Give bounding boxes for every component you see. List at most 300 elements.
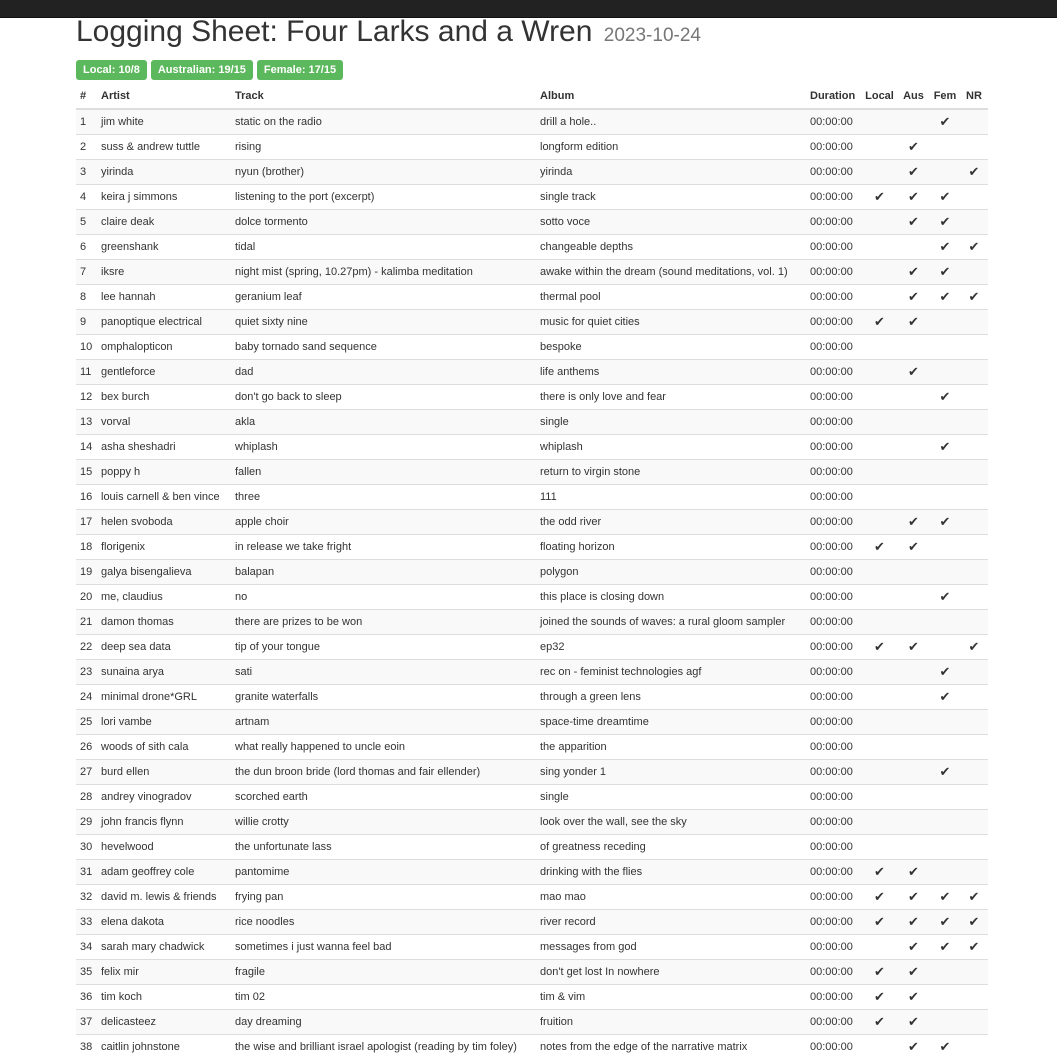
- cell-track: dad: [231, 360, 536, 385]
- cell-aus: [897, 710, 930, 735]
- cell-duration: 00:00:00: [806, 260, 862, 285]
- cell-num: 32: [76, 885, 97, 910]
- table-row: [76, 710, 988, 735]
- table-row: [76, 560, 988, 585]
- cell-num: 4: [76, 185, 97, 210]
- cell-num: 8: [76, 285, 97, 310]
- checkmark-icon: ✔: [940, 889, 951, 904]
- table-row: [76, 935, 988, 960]
- cell-duration: 00:00:00: [806, 510, 862, 535]
- table-row: [76, 660, 988, 685]
- cell-artist: caitlin johnstone: [97, 1035, 231, 1059]
- cell-duration: 00:00:00: [806, 585, 862, 610]
- cell-fem: [930, 760, 960, 785]
- cell-aus: [897, 510, 930, 535]
- cell-album: river record: [536, 910, 806, 935]
- cell-local: [862, 835, 897, 860]
- cell-local: [862, 360, 897, 385]
- cell-album: drill a hole..: [536, 109, 806, 135]
- cell-track: static on the radio: [231, 109, 536, 135]
- cell-duration: 00:00:00: [806, 710, 862, 735]
- cell-duration: 00:00:00: [806, 560, 862, 585]
- checkmark-icon: ✔: [908, 264, 919, 279]
- cell-fem: [930, 585, 960, 610]
- cell-track: listening to the port (excerpt): [231, 185, 536, 210]
- cell-track: tip of your tongue: [231, 635, 536, 660]
- checkmark-icon: ✔: [908, 939, 919, 954]
- checkmark-icon: ✔: [940, 239, 951, 254]
- cell-track: rising: [231, 135, 536, 160]
- cell-aus: [897, 735, 930, 760]
- cell-album: awake within the dream (sound meditations, vol. 1): [536, 260, 806, 285]
- cell-album: the apparition: [536, 735, 806, 760]
- checkmark-icon: ✔: [940, 589, 951, 604]
- cell-album: bespoke: [536, 335, 806, 360]
- cell-nr: [960, 985, 988, 1010]
- cell-local: [862, 935, 897, 960]
- cell-duration: 00:00:00: [806, 335, 862, 360]
- cell-num: 31: [76, 860, 97, 885]
- table-row: [76, 485, 988, 510]
- cell-track: tidal: [231, 235, 536, 260]
- cell-nr: [960, 210, 988, 235]
- cell-fem: [930, 785, 960, 810]
- cell-nr: [960, 410, 988, 435]
- checkmark-icon: ✔: [940, 189, 951, 204]
- cell-track: don't go back to sleep: [231, 385, 536, 410]
- cell-album: mao mao: [536, 885, 806, 910]
- cell-nr: [960, 109, 988, 135]
- cell-track: artnam: [231, 710, 536, 735]
- checkmark-icon: ✔: [969, 639, 980, 654]
- cell-nr: [960, 835, 988, 860]
- checkmark-icon: ✔: [908, 914, 919, 929]
- cell-artist: panoptique electrical: [97, 310, 231, 335]
- cell-local: [862, 810, 897, 835]
- checkmark-icon: ✔: [874, 314, 885, 329]
- cell-artist: adam geoffrey cole: [97, 860, 231, 885]
- table-row: [76, 460, 988, 485]
- cell-album: single track: [536, 185, 806, 210]
- cell-duration: 00:00:00: [806, 285, 862, 310]
- cell-fem: [930, 910, 960, 935]
- cell-local: [862, 735, 897, 760]
- cell-album: don't get lost In nowhere: [536, 960, 806, 985]
- cell-album: whiplash: [536, 435, 806, 460]
- cell-num: 26: [76, 735, 97, 760]
- cell-track: fragile: [231, 960, 536, 985]
- cell-fem: [930, 410, 960, 435]
- page-title: [76, 17, 988, 51]
- checkmark-icon: ✔: [874, 914, 885, 929]
- cell-aus: [897, 810, 930, 835]
- cell-aus: [897, 135, 930, 160]
- table-row: [76, 210, 988, 235]
- cell-local: [862, 260, 897, 285]
- cell-aus: [897, 785, 930, 810]
- cell-aus: [897, 260, 930, 285]
- table-row: [76, 760, 988, 785]
- cell-local: [862, 660, 897, 685]
- cell-artist: david m. lewis & friends: [97, 885, 231, 910]
- cell-num: 21: [76, 610, 97, 635]
- cell-track: willie crotty: [231, 810, 536, 835]
- table-row: [76, 585, 988, 610]
- col-header-local: Local: [862, 84, 897, 109]
- cell-track: granite waterfalls: [231, 685, 536, 710]
- cell-nr: [960, 185, 988, 210]
- cell-nr: [960, 735, 988, 760]
- cell-track: night mist (spring, 10.27pm) - kalimba meditation: [231, 260, 536, 285]
- cell-fem: [930, 109, 960, 135]
- cell-album: the odd river: [536, 510, 806, 535]
- cell-fem: [930, 660, 960, 685]
- cell-track: balapan: [231, 560, 536, 585]
- cell-duration: 00:00:00: [806, 310, 862, 335]
- cell-aus: [897, 435, 930, 460]
- col-header-artist: Artist: [97, 84, 231, 109]
- cell-nr: [960, 360, 988, 385]
- checkmark-icon: ✔: [940, 1039, 951, 1054]
- cell-duration: 00:00:00: [806, 360, 862, 385]
- checkmark-icon: ✔: [940, 289, 951, 304]
- col-header-album: Album: [536, 84, 806, 109]
- table-row: [76, 160, 988, 185]
- cell-num: 20: [76, 585, 97, 610]
- cell-num: 19: [76, 560, 97, 585]
- cell-nr: [960, 1035, 988, 1059]
- checkmark-icon: ✔: [940, 689, 951, 704]
- col-header-aus: Aus: [897, 84, 930, 109]
- cell-artist: damon thomas: [97, 610, 231, 635]
- table-row: [76, 635, 988, 660]
- cell-album: sotto voce: [536, 210, 806, 235]
- cell-num: 2: [76, 135, 97, 160]
- cell-nr: [960, 460, 988, 485]
- cell-num: 11: [76, 360, 97, 385]
- cell-aus: [897, 385, 930, 410]
- cell-fem: [930, 385, 960, 410]
- cell-local: [862, 610, 897, 635]
- cell-local: [862, 960, 897, 985]
- checkmark-icon: ✔: [969, 939, 980, 954]
- checkmark-icon: ✔: [940, 914, 951, 929]
- cell-aus: [897, 585, 930, 610]
- checkmark-icon: ✔: [908, 314, 919, 329]
- cell-fem: [930, 885, 960, 910]
- cell-aus: [897, 310, 930, 335]
- col-header-num: #: [76, 84, 97, 109]
- cell-local: [862, 985, 897, 1010]
- checkmark-icon: ✔: [874, 864, 885, 879]
- cell-nr: [960, 235, 988, 260]
- cell-artist: elena dakota: [97, 910, 231, 935]
- cell-fem: [930, 535, 960, 560]
- cell-fem: [930, 810, 960, 835]
- cell-duration: 00:00:00: [806, 185, 862, 210]
- table-header-row: [76, 84, 988, 109]
- cell-num: 22: [76, 635, 97, 660]
- cell-track: the dun broon bride (lord thomas and fair ellender): [231, 760, 536, 785]
- cell-artist: tim koch: [97, 985, 231, 1010]
- cell-track: akla: [231, 410, 536, 435]
- cell-album: messages from god: [536, 935, 806, 960]
- cell-num: 35: [76, 960, 97, 985]
- cell-nr: [960, 160, 988, 185]
- cell-duration: 00:00:00: [806, 135, 862, 160]
- checkmark-icon: ✔: [940, 389, 951, 404]
- checkmark-icon: ✔: [969, 239, 980, 254]
- cell-duration: 00:00:00: [806, 485, 862, 510]
- cell-nr: [960, 560, 988, 585]
- cell-local: [862, 135, 897, 160]
- cell-local: [862, 235, 897, 260]
- table-body: [76, 109, 988, 1059]
- table-row: [76, 285, 988, 310]
- table-row: [76, 385, 988, 410]
- cell-num: 6: [76, 235, 97, 260]
- cell-duration: 00:00:00: [806, 210, 862, 235]
- cell-aus: [897, 410, 930, 435]
- cell-track: tim 02: [231, 985, 536, 1010]
- cell-album: yirinda: [536, 160, 806, 185]
- cell-artist: greenshank: [97, 235, 231, 260]
- cell-num: 13: [76, 410, 97, 435]
- cell-album: through a green lens: [536, 685, 806, 710]
- cell-num: 33: [76, 910, 97, 935]
- cell-num: 36: [76, 985, 97, 1010]
- cell-nr: [960, 535, 988, 560]
- cell-track: frying pan: [231, 885, 536, 910]
- cell-fem: [930, 485, 960, 510]
- cell-num: 15: [76, 460, 97, 485]
- cell-duration: 00:00:00: [806, 810, 862, 835]
- cell-duration: 00:00:00: [806, 385, 862, 410]
- cell-num: 10: [76, 335, 97, 360]
- cell-artist: helen svoboda: [97, 510, 231, 535]
- cell-num: 3: [76, 160, 97, 185]
- cell-artist: lori vambe: [97, 710, 231, 735]
- cell-nr: [960, 610, 988, 635]
- cell-aus: [897, 660, 930, 685]
- checkmark-icon: ✔: [908, 514, 919, 529]
- cell-artist: woods of sith cala: [97, 735, 231, 760]
- cell-album: tim & vim: [536, 985, 806, 1010]
- page-date: 2023-10-24: [604, 25, 701, 46]
- cell-fem: [930, 860, 960, 885]
- checkmark-icon: ✔: [940, 764, 951, 779]
- cell-fem: [930, 285, 960, 310]
- cell-duration: 00:00:00: [806, 109, 862, 135]
- cell-artist: delicasteez: [97, 1010, 231, 1035]
- cell-local: [862, 760, 897, 785]
- title-text: Logging Sheet: Four Larks and a Wren: [76, 15, 592, 48]
- cell-track: geranium leaf: [231, 285, 536, 310]
- cell-nr: [960, 585, 988, 610]
- cell-local: [862, 1010, 897, 1035]
- checkmark-icon: ✔: [874, 964, 885, 979]
- cell-fem: [930, 635, 960, 660]
- cell-local: [862, 335, 897, 360]
- cell-duration: 00:00:00: [806, 660, 862, 685]
- cell-track: sati: [231, 660, 536, 685]
- cell-artist: burd ellen: [97, 760, 231, 785]
- cell-album: rec on - feminist technologies agf: [536, 660, 806, 685]
- table-row: [76, 510, 988, 535]
- cell-num: 9: [76, 310, 97, 335]
- table-row: [76, 810, 988, 835]
- cell-artist: lee hannah: [97, 285, 231, 310]
- cell-fem: [930, 1035, 960, 1059]
- checkmark-icon: ✔: [908, 539, 919, 554]
- cell-album: thermal pool: [536, 285, 806, 310]
- cell-fem: [930, 510, 960, 535]
- cell-track: sometimes i just wanna feel bad: [231, 935, 536, 960]
- cell-album: 111: [536, 485, 806, 510]
- cell-aus: [897, 360, 930, 385]
- cell-artist: felix mir: [97, 960, 231, 985]
- cell-album: single: [536, 785, 806, 810]
- cell-nr: [960, 685, 988, 710]
- cell-num: 14: [76, 435, 97, 460]
- checkmark-icon: ✔: [874, 539, 885, 554]
- table-row: [76, 109, 988, 135]
- cell-aus: [897, 235, 930, 260]
- cell-artist: minimal drone*GRL: [97, 685, 231, 710]
- cell-album: of greatness receding: [536, 835, 806, 860]
- cell-album: ep32: [536, 635, 806, 660]
- cell-num: 1: [76, 109, 97, 135]
- cell-fem: [930, 610, 960, 635]
- checkmark-icon: ✔: [940, 664, 951, 679]
- cell-aus: [897, 960, 930, 985]
- checkmark-icon: ✔: [874, 639, 885, 654]
- cell-fem: [930, 435, 960, 460]
- cell-nr: [960, 910, 988, 935]
- cell-num: 16: [76, 485, 97, 510]
- cell-album: single: [536, 410, 806, 435]
- table-row: [76, 135, 988, 160]
- checkmark-icon: ✔: [908, 364, 919, 379]
- cell-fem: [930, 985, 960, 1010]
- cell-nr: [960, 435, 988, 460]
- cell-local: [862, 385, 897, 410]
- cell-duration: 00:00:00: [806, 685, 862, 710]
- cell-artist: gentleforce: [97, 360, 231, 385]
- cell-track: apple choir: [231, 510, 536, 535]
- table-row: [76, 735, 988, 760]
- cell-album: joined the sounds of waves: a rural gloom sampler: [536, 610, 806, 635]
- cell-local: [862, 460, 897, 485]
- cell-local: [862, 885, 897, 910]
- cell-aus: [897, 185, 930, 210]
- cell-duration: 00:00:00: [806, 885, 862, 910]
- cell-nr: [960, 810, 988, 835]
- table-row: [76, 235, 988, 260]
- cell-num: 24: [76, 685, 97, 710]
- checkmark-icon: ✔: [908, 289, 919, 304]
- cell-nr: [960, 285, 988, 310]
- cell-aus: [897, 210, 930, 235]
- table-row: [76, 535, 988, 560]
- checkmark-icon: ✔: [908, 864, 919, 879]
- cell-aus: [897, 160, 930, 185]
- checkmark-icon: ✔: [969, 289, 980, 304]
- cell-duration: 00:00:00: [806, 235, 862, 260]
- cell-album: look over the wall, see the sky: [536, 810, 806, 835]
- cell-aus: [897, 935, 930, 960]
- table-row: [76, 360, 988, 385]
- cell-num: 18: [76, 535, 97, 560]
- cell-fem: [930, 710, 960, 735]
- cell-artist: hevelwood: [97, 835, 231, 860]
- cell-fem: [930, 735, 960, 760]
- table-row: [76, 310, 988, 335]
- cell-nr: [960, 785, 988, 810]
- table-row: [76, 1010, 988, 1035]
- cell-artist: sarah mary chadwick: [97, 935, 231, 960]
- cell-aus: [897, 860, 930, 885]
- cell-duration: 00:00:00: [806, 735, 862, 760]
- cell-fem: [930, 310, 960, 335]
- cell-fem: [930, 235, 960, 260]
- cell-num: 29: [76, 810, 97, 835]
- cell-track: dolce tormento: [231, 210, 536, 235]
- cell-track: there are prizes to be won: [231, 610, 536, 635]
- col-header-duration: Duration: [806, 84, 862, 109]
- cell-fem: [930, 685, 960, 710]
- cell-artist: louis carnell & ben vince: [97, 485, 231, 510]
- cell-local: [862, 485, 897, 510]
- cell-local: [862, 535, 897, 560]
- cell-local: [862, 585, 897, 610]
- cell-artist: florigenix: [97, 535, 231, 560]
- cell-local: [862, 160, 897, 185]
- cell-track: pantomime: [231, 860, 536, 885]
- checkmark-icon: ✔: [874, 889, 885, 904]
- cell-aus: [897, 335, 930, 360]
- cell-album: life anthems: [536, 360, 806, 385]
- table-row: [76, 610, 988, 635]
- cell-duration: 00:00:00: [806, 635, 862, 660]
- cell-track: rice noodles: [231, 910, 536, 935]
- checkmark-icon: ✔: [940, 439, 951, 454]
- cell-nr: [960, 760, 988, 785]
- logging-table: [76, 84, 988, 1059]
- cell-local: [862, 685, 897, 710]
- table-row: [76, 910, 988, 935]
- cell-nr: [960, 510, 988, 535]
- checkmark-icon: ✔: [940, 264, 951, 279]
- cell-artist: jim white: [97, 109, 231, 135]
- female-count-badge: Female: 17/15: [257, 60, 343, 80]
- cell-album: floating horizon: [536, 535, 806, 560]
- cell-num: 5: [76, 210, 97, 235]
- cell-num: 37: [76, 1010, 97, 1035]
- cell-nr: [960, 885, 988, 910]
- cell-duration: 00:00:00: [806, 535, 862, 560]
- cell-artist: vorval: [97, 410, 231, 435]
- cell-num: 28: [76, 785, 97, 810]
- table-row: [76, 335, 988, 360]
- cell-aus: [897, 885, 930, 910]
- cell-duration: 00:00:00: [806, 860, 862, 885]
- col-header-track: Track: [231, 84, 536, 109]
- cell-nr: [960, 935, 988, 960]
- cell-duration: 00:00:00: [806, 435, 862, 460]
- cell-aus: [897, 985, 930, 1010]
- cell-local: [862, 510, 897, 535]
